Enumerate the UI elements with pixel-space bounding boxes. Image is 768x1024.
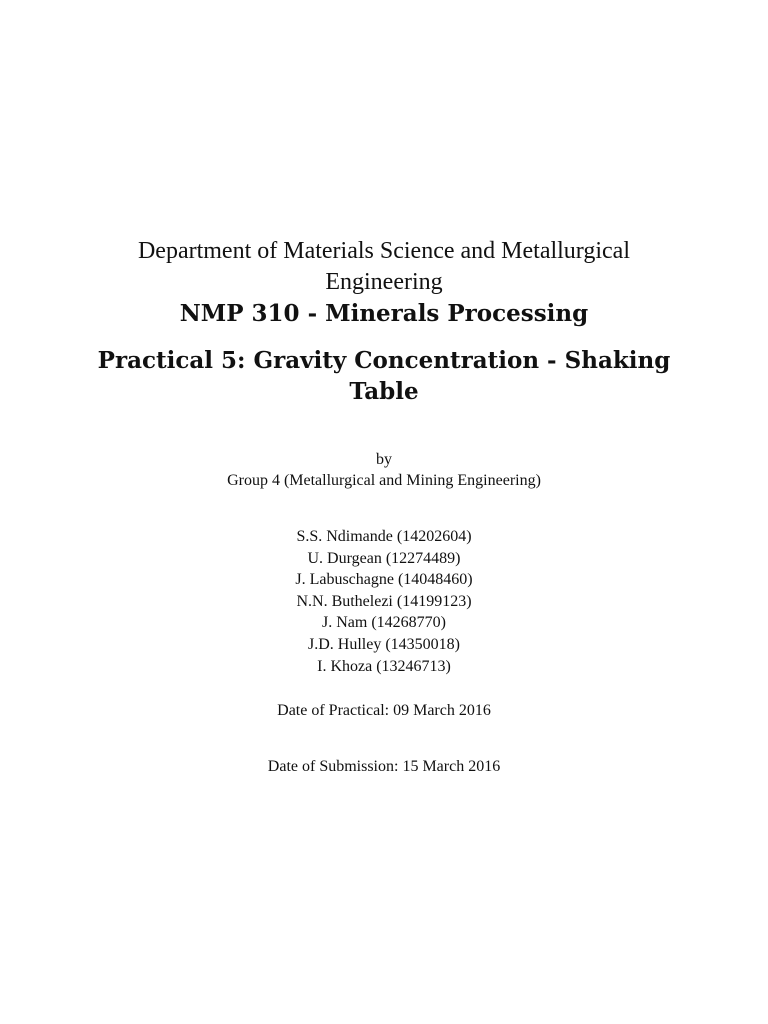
department-heading <box>0 236 768 298</box>
department-line-2: Engineering <box>325 269 443 295</box>
author-item: I. Khoza (13246713) <box>317 657 451 675</box>
author-item: J. Labuschagne (14048460) <box>295 571 473 589</box>
author-list <box>0 526 768 677</box>
group-name: Group 4 (Metallurgical and Mining Engineering) <box>227 472 541 489</box>
course-title: NMP 310 - Minerals Processing <box>179 300 589 327</box>
author-item: N.N. Buthelezi (14199123) <box>296 592 472 610</box>
author-item: J.D. Hulley (14350018) <box>308 635 460 653</box>
date-of-submission: Date of Submission: 15 March 2016 <box>267 758 501 775</box>
department-line-1: Department of Materials Science and Metallurgical <box>137 238 631 264</box>
author-item: S.S. Ndimande (14202604) <box>296 528 472 545</box>
practical-title <box>0 345 768 407</box>
practical-title-line-1: Practical 5: Gravity Concentration - Shaking <box>97 347 671 374</box>
author-item: U. Durgean (12274489) <box>307 549 461 567</box>
by-label: by <box>376 451 392 468</box>
date-of-practical: Date of Practical: 09 March 2016 <box>277 702 491 719</box>
author-item: J. Nam (14268770) <box>322 614 446 632</box>
practical-title-line-2: Table <box>349 378 419 405</box>
